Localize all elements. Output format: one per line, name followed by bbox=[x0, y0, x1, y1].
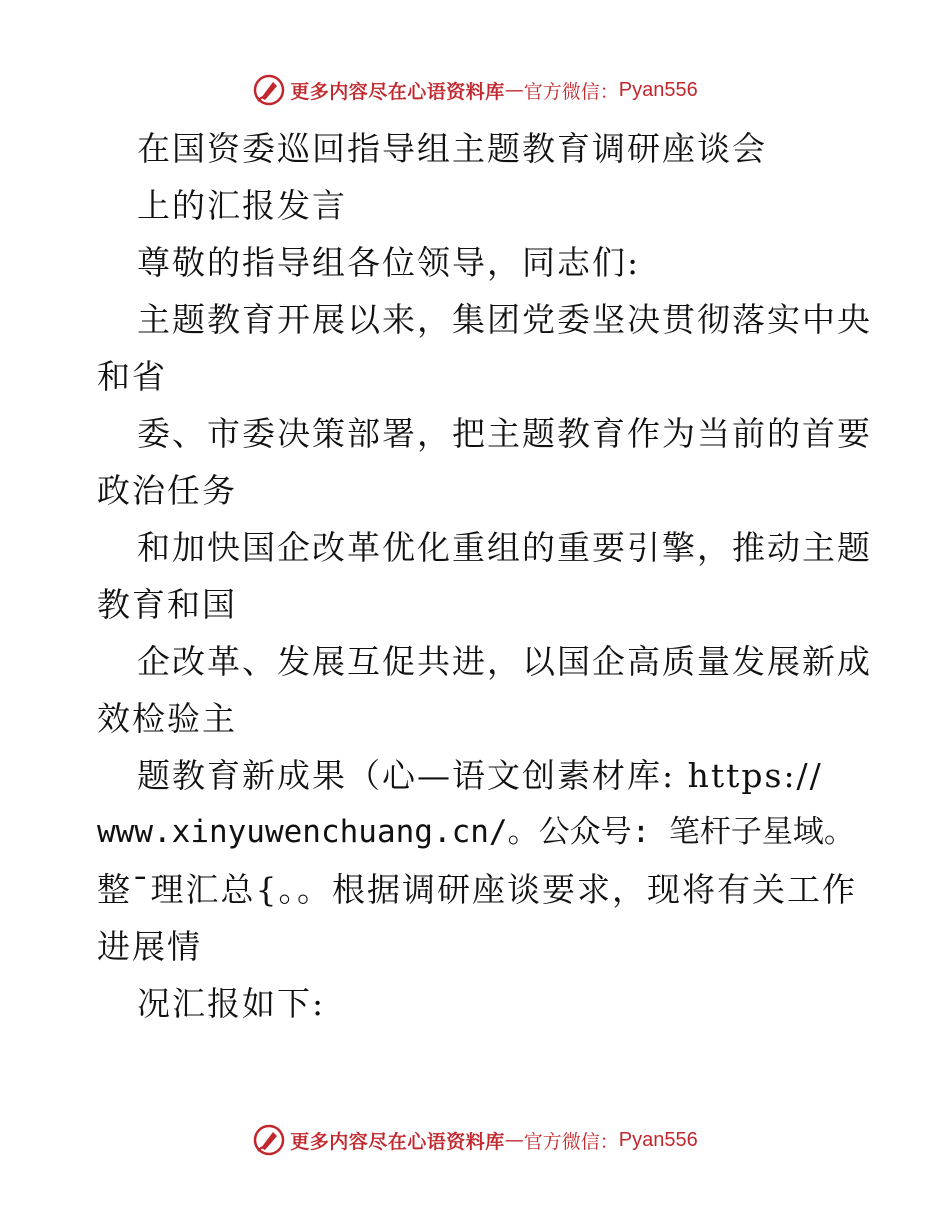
header-banner bbox=[0, 70, 950, 110]
banner-wechat-id: Pyan556 bbox=[618, 1128, 698, 1151]
banner-wechat-label: 官方微信： bbox=[523, 1130, 619, 1153]
doc-paragraph-line: 和加快国企改革优化重组的重要引擎，推动主题 bbox=[137, 528, 872, 567]
doc-paragraph-line: 企改革、发展互促共进，以国企高质量发展新成 bbox=[137, 642, 872, 681]
banner-separator: — bbox=[504, 1129, 524, 1151]
doc-paragraph-line-url: www.xinyuwenchuang.cn/。公众号: 笔杆子星域。 bbox=[97, 814, 855, 850]
doc-paragraph-line: 况汇报如下: bbox=[137, 984, 326, 1023]
doc-paragraph-line: 进展情 bbox=[97, 927, 202, 966]
doc-paragraph-line: 效检验主 bbox=[97, 699, 237, 738]
doc-paragraph-line: 委、市委决策部署，把主题教育作为当前的首要 bbox=[137, 414, 872, 453]
doc-salutation: 尊敬的指导组各位领导，同志们: bbox=[137, 243, 641, 282]
banner-separator: — bbox=[504, 79, 524, 101]
banner-site-name: 更多内容尽在心语资料库 bbox=[290, 1130, 505, 1153]
banner-site-name: 更多内容尽在心语资料库 bbox=[290, 80, 505, 103]
doc-paragraph-line: 主题教育开展以来，集团党委坚决贯彻落实中央 bbox=[137, 300, 872, 339]
doc-paragraph-line: 政治任务 bbox=[97, 471, 237, 510]
doc-paragraph-line: 题教育新成果（心—语文创素材库: https:// bbox=[137, 756, 823, 795]
banner-wechat-label: 官方微信： bbox=[523, 80, 619, 103]
footer-banner bbox=[0, 1120, 950, 1160]
doc-title-line-2: 上的汇报发言 bbox=[137, 186, 347, 225]
pen-nib-logo-icon bbox=[252, 1123, 286, 1157]
doc-title-line-1: 在国资委巡回指导组主题教育调研座谈会 bbox=[137, 129, 767, 168]
doc-paragraph-line: 整¯理汇总{。。根据调研座谈要求，现将有关工作 bbox=[97, 870, 857, 909]
doc-paragraph-line: 和省 bbox=[97, 357, 167, 396]
banner-wechat-id: Pyan556 bbox=[618, 78, 698, 101]
pen-nib-logo-icon bbox=[252, 73, 286, 107]
doc-paragraph-line: 教育和国 bbox=[97, 585, 237, 624]
document-body bbox=[97, 120, 872, 1032]
